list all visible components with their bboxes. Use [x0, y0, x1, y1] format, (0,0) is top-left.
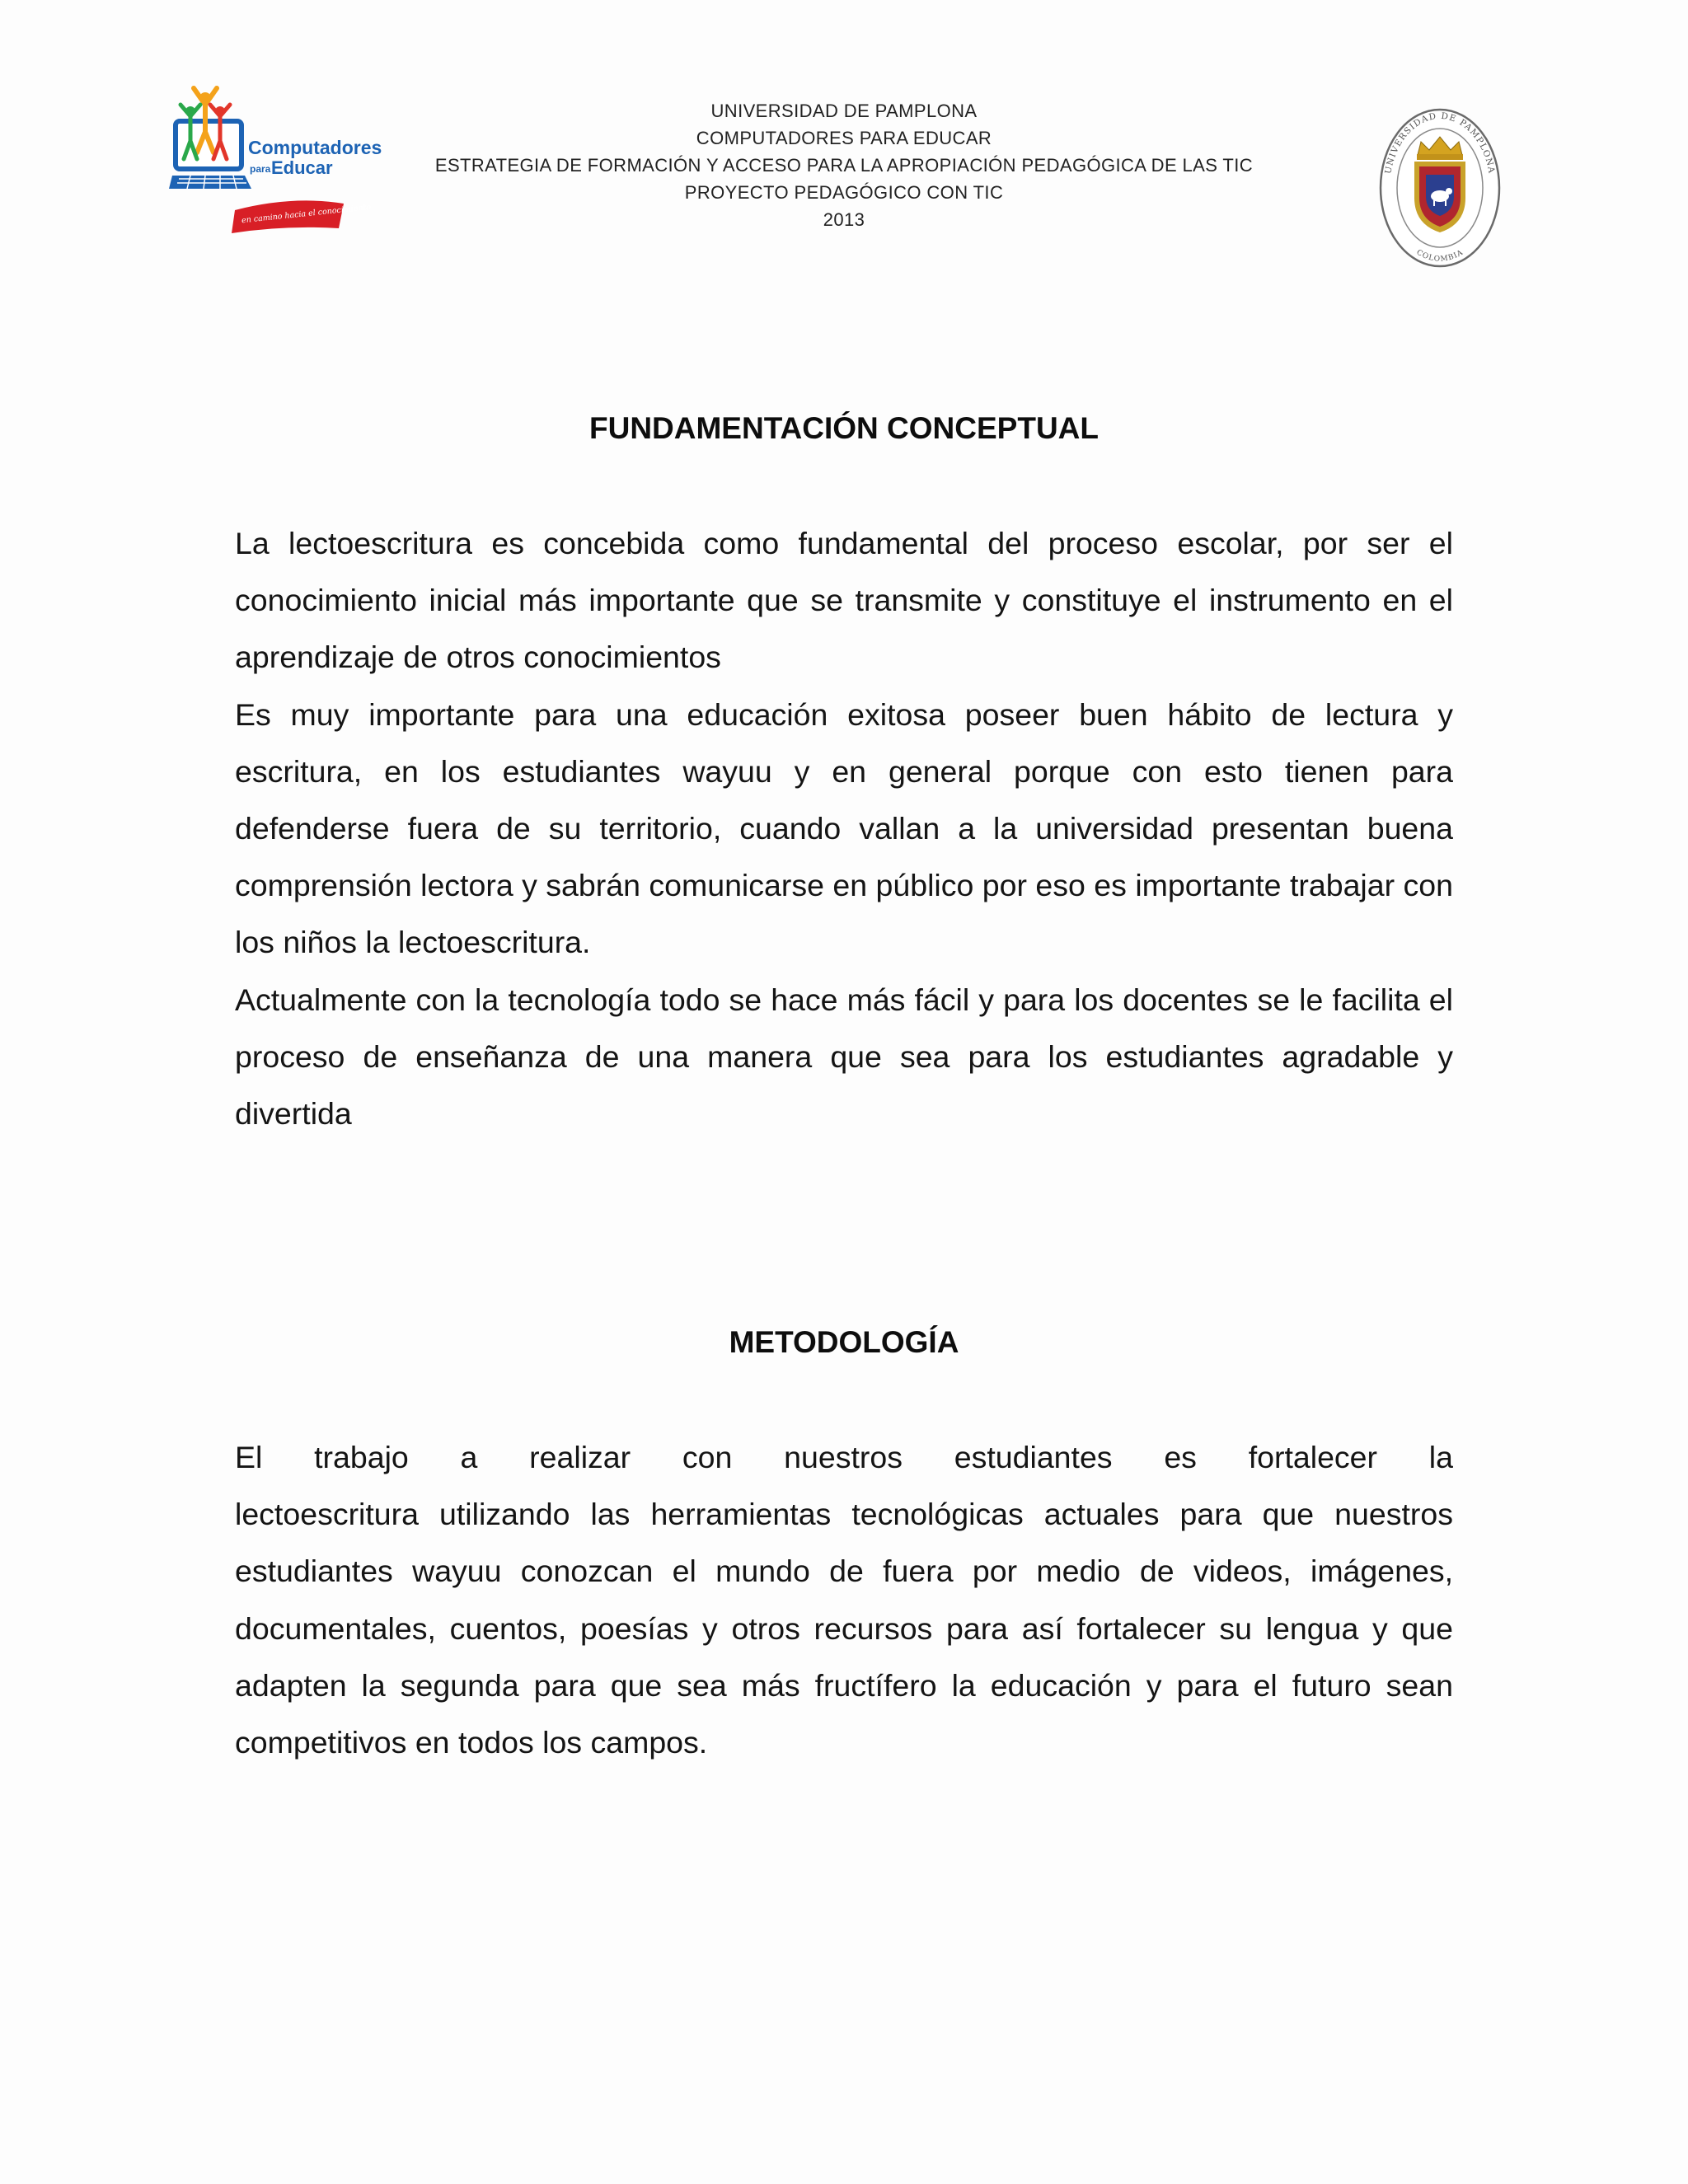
paragraph: lectoescritura utilizando las herramientas tecnológicas actuales para que nuestros estudiantes wayuu conozcan el mundo de fuera por medio de videos, imágenes, documentales, cuentos, poesías y otros recursos para así fortalecer su lengua y que adapten la segunda para que sea más fructífero la educación y para el futuro sean competitivos en todos los campos. — [235, 1497, 1453, 1760]
logo-text-para: para — [250, 163, 271, 175]
header-line-project: PROYECTO PEDAGÓGICO CON TIC — [684, 182, 1004, 203]
paragraph: Actualmente con la tecnología todo se hace más fácil y para los docentes se le facilita el proceso de enseñanza de una manera que sea para los estudiantes agradable y divertida — [235, 982, 1453, 1132]
universidad-de-pamplona-seal — [1378, 107, 1502, 269]
header-line-university: UNIVERSIDAD DE PAMPLONA — [710, 101, 978, 121]
logo-text-computadores: Computadores — [248, 137, 382, 158]
logo-text-educar: Educar — [271, 157, 333, 178]
logo-tagline: en camino hacia el conocimiento — [241, 202, 372, 226]
computadores-para-educar-logo — [169, 87, 382, 239]
section-title-fundamentacion: FUNDAMENTACIÓN CONCEPTUAL — [589, 411, 1099, 445]
seal-ring-text-bottom: COLOMBIA — [1414, 248, 1465, 264]
section-body-metodologia — [235, 1429, 1453, 1771]
header-line-program: COMPUTADORES PARA EDUCAR — [696, 128, 992, 148]
header-text-block — [371, 97, 1317, 233]
section-title-metodologia: METODOLOGÍA — [729, 1325, 959, 1359]
header-line-year: 2013 — [823, 209, 865, 230]
paragraph: El trabajo a realizar con nuestros estudiantes es fortalecer la — [235, 1440, 1453, 1474]
header-line-strategy: ESTRATEGIA DE FORMACIÓN Y ACCESO PARA LA APROPIACIÓN PEDAGÓGICA DE LAS TIC — [434, 155, 1254, 176]
seal-ring-text-top: UNIVERSIDAD DE PAMPLONA — [1383, 110, 1497, 175]
paragraph: Es muy importante para una educación exitosa poseer buen hábito de lectura y escritura, en los estudiantes wayuu y en general porque con esto tienen para defenderse fuera de su territorio, cuando vallan a la universidad presentan buena comprensión lectora y sabrán comunicarse en público por eso es importante trabajar con los niños la lectoescritura. — [235, 696, 1453, 960]
page-header — [0, 0, 1688, 280]
section-body-fundamentacion — [235, 515, 1453, 1142]
paragraph: La lectoescritura es concebida como fundamental del proceso escolar, por ser el conocimiento inicial más importante que se transmite y constituye el instrumento en el aprendizaje de otros conocimientos — [235, 526, 1453, 675]
